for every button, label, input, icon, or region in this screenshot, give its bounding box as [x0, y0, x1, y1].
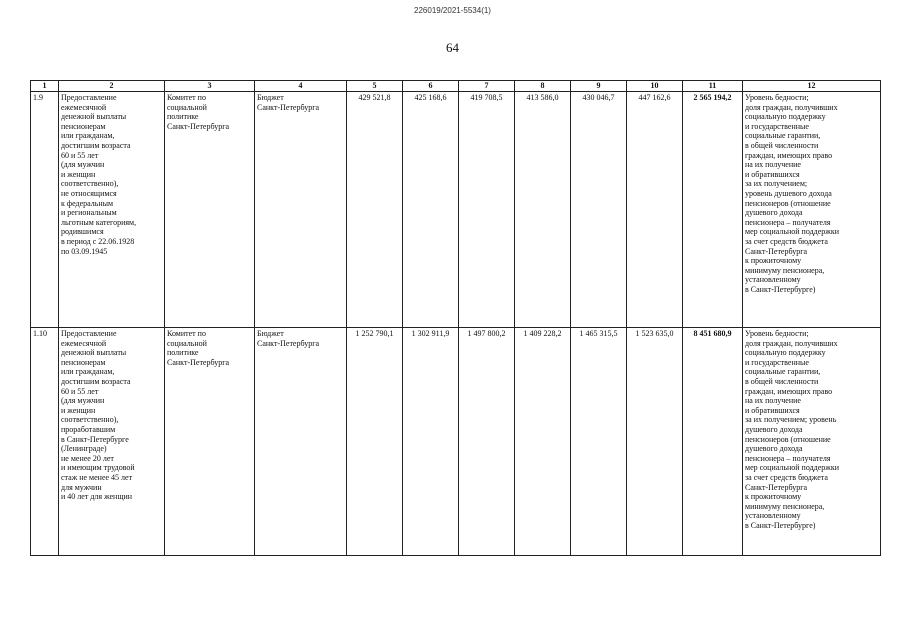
- amount-cell: 429 521,8: [347, 92, 403, 328]
- column-header: 1: [31, 81, 59, 92]
- executor: Комитет по социальной политике Санкт-Петербурга: [165, 92, 255, 328]
- column-header: 4: [255, 81, 347, 92]
- amount-cell: 1 252 790,1: [347, 328, 403, 556]
- total-amount: 2 565 194,2: [683, 92, 743, 328]
- amount-cell: 447 162,6: [627, 92, 683, 328]
- column-header: 5: [347, 81, 403, 92]
- header-row: [31, 81, 881, 92]
- amount-cell: 419 708,5: [459, 92, 515, 328]
- program-table: [30, 80, 881, 556]
- indicator-text: Уровень бедности; доля граждан, получивших социальную поддержку и государственные социальные гарантии, в общей численности граждан, имеющих право на их получение и обратившихся за их получением; уровень душевого дохода пенсионеров (отношение душевого дохода пенсионера – получателя мер социальной поддержки за счет средств бюджета Санкт-Петербурга к прожиточному минимуму пенсионера, установленному в Санкт-Петербурге): [743, 92, 881, 328]
- column-header: 2: [59, 81, 165, 92]
- column-header: 3: [165, 81, 255, 92]
- table-row: [31, 328, 881, 556]
- column-header: 8: [515, 81, 571, 92]
- amount-cell: 1 302 911,9: [403, 328, 459, 556]
- amount-cell: 1 497 800,2: [459, 328, 515, 556]
- amount-cell: 1 523 635,0: [627, 328, 683, 556]
- amount-cell: 1 409 228,2: [515, 328, 571, 556]
- amount-cell: 1 465 315,5: [571, 328, 627, 556]
- document-id: 226019/2021-5534(1): [414, 6, 491, 15]
- indicator-text: Уровень бедности; доля граждан, получивших социальную поддержку и государственные социальные гарантии, в общей численности граждан, имеющих право на их получение и обратившихся за их получением; уровень душевого дохода пенсионеров (отношение душевого дохода пенсионера – получателя мер социальной поддержки за счет средств бюджета Санкт-Петербурга к прожиточному минимуму пенсионера, установленному в Санкт-Петербурге): [743, 328, 881, 556]
- column-header: 12: [743, 81, 881, 92]
- total-amount: 8 451 680,9: [683, 328, 743, 556]
- funding-source: Бюджет Санкт-Петербурга: [255, 328, 347, 556]
- column-header: 6: [403, 81, 459, 92]
- amount-cell: 413 586,0: [515, 92, 571, 328]
- page-number: 64: [446, 40, 459, 55]
- column-header: 10: [627, 81, 683, 92]
- measure-description: Предоставление ежемесячной денежной выплаты пенсионерам или гражданам, достигшим возраста 60 и 55 лет (для мужчин и женщин соответственно), не относящимся к федеральным и региональным льготным категориям, родившимся в период с 22.06.1928 по 03.09.1945: [59, 92, 165, 328]
- row-number: 1.10: [31, 328, 59, 556]
- column-header: 7: [459, 81, 515, 92]
- column-header: 11: [683, 81, 743, 92]
- table-row: [31, 92, 881, 328]
- funding-source: Бюджет Санкт-Петербурга: [255, 92, 347, 328]
- executor: Комитет по социальной политике Санкт-Петербурга: [165, 328, 255, 556]
- amount-cell: 430 046,7: [571, 92, 627, 328]
- measure-description: Предоставление ежемесячной денежной выплаты пенсионерам или гражданам, достигшим возраста 60 и 55 лет (для мужчин и женщин соответственно), проработавшим в Санкт-Петербурге (Ленинграде) не менее 20 лет и имеющим трудовой стаж не менее 45 лет для мужчин и 40 лет для женщин: [59, 328, 165, 556]
- column-header: 9: [571, 81, 627, 92]
- row-number: 1.9: [31, 92, 59, 328]
- amount-cell: 425 168,6: [403, 92, 459, 328]
